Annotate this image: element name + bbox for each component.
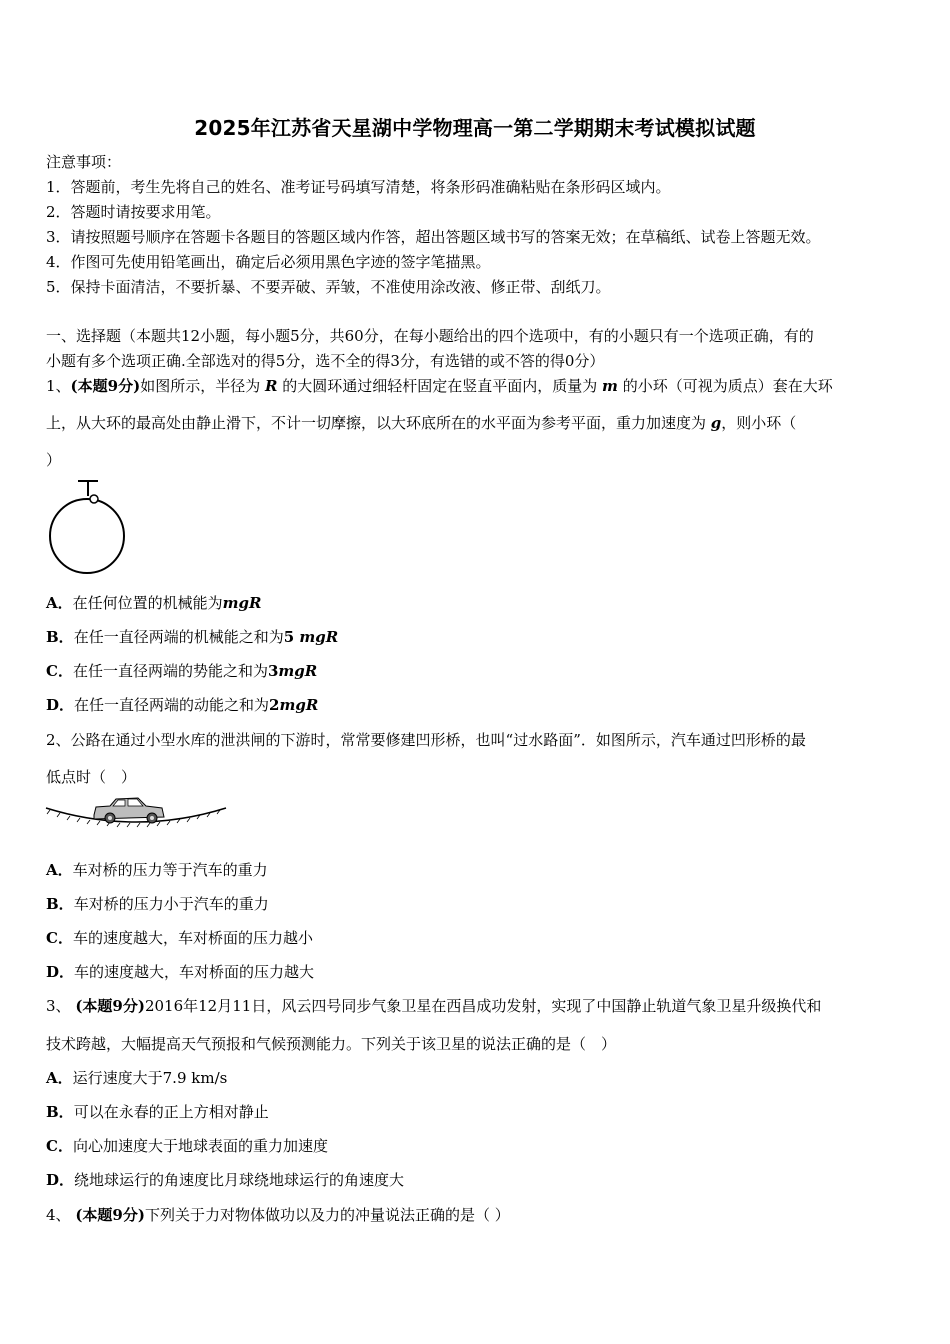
- q2-line2: 低点时（ ）: [46, 768, 137, 786]
- q1-var-R: R: [264, 377, 278, 395]
- section-heading-line1: 一、选择题（本题共12小题，每小题5分，共60分，在每小题给出的四个选项中，有的小题只有一个选项正确，有的: [46, 327, 814, 345]
- q3-score: (本题9分): [75, 997, 145, 1015]
- notice-item-2: 2．答题时请按要求用笔。: [46, 203, 221, 221]
- q3-text-a: 2016年12月11日，风云四号同步气象卫星在西昌成功发射，实现了中国静止轨道气象卫星升级换代和: [144, 997, 822, 1015]
- q2-option-d: D．车的速度越大，车对桥面的压力越大: [46, 963, 315, 981]
- q2-option-b: B．车对桥的压力小于汽车的重力: [46, 895, 269, 913]
- small-ring: [90, 495, 98, 503]
- notice-item-1: 1．答题前，考生先将自己的姓名、准考证号码填写清楚，将条形码准确粘贴在条形码区域内。: [46, 178, 671, 196]
- notice-item-4: 4．作图可先使用铅笔画出，确定后必须用黑色字迹的签字笔描黑。: [46, 253, 491, 271]
- ring-figure: [44, 478, 130, 574]
- q3-option-c: C．向心加速度大于地球表面的重力加速度: [46, 1137, 328, 1155]
- q2-option-a: A．车对桥的压力等于汽车的重力: [46, 861, 268, 879]
- q3-option-d: D．绕地球运行的角速度比月球绕地球运行的角速度大: [46, 1171, 405, 1189]
- q1-score: (本题9分): [70, 377, 141, 395]
- q3-line2: 技术跨越，大幅提高天气预报和气候预测能力。下列关于该卫星的说法正确的是（ ）: [46, 1035, 617, 1053]
- q1-var-m: m: [602, 377, 618, 395]
- section-heading-line2: 小题有多个选项正确.全部选对的得5分，选不全的得3分，有选错的或不答的得0分）: [46, 352, 605, 370]
- notice-item-5: 5．保持卡面清洁，不要折暴、不要弄破、弄皱，不准使用涂改液、修正带、刮纸刀。: [46, 278, 611, 296]
- q4-number: 4、: [46, 1206, 71, 1224]
- q3-option-a: A．运行速度大于7.9 km/s: [46, 1069, 228, 1087]
- concave-bridge-figure: [44, 792, 228, 832]
- q1-line3: ）: [46, 451, 62, 469]
- q3-option-b: B．可以在永春的正上方相对静止: [46, 1103, 269, 1121]
- q1-number: 1、: [46, 377, 71, 395]
- q4-text: 下列关于力对物体做功以及力的冲量说法正确的是（ ）: [144, 1206, 510, 1224]
- q1-option-c: C．在任一直径两端的势能之和为3mgR: [46, 662, 318, 680]
- q4-line1: [46, 1205, 908, 1225]
- notice-heading: 注意事项：: [46, 153, 122, 171]
- page-title: 2025年江苏省天星湖中学物理高一第二学期期末考试模拟试题: [194, 116, 756, 140]
- q1-line2: [46, 413, 908, 433]
- q1-text-c: 的小环（可视为质点）套在大环: [622, 377, 833, 395]
- q1-option-b: B．在任一直径两端的机械能之和为5 mgR: [46, 628, 339, 646]
- q1-text-e: ，则小环（: [721, 414, 797, 432]
- q1-line1: [46, 376, 908, 396]
- q1-var-g: g: [710, 414, 722, 432]
- q3-line1: [46, 996, 908, 1016]
- large-ring: [50, 499, 124, 573]
- q2-line1: 2、公路在通过小型水库的泄洪闸的下游时，常常要修建凹形桥，也叫“过水路面”．如图所示，汽车通过凹形桥的最: [46, 731, 806, 749]
- q1-text-d: 上，从大环的最高处由静止滑下，不计一切摩擦，以大环底所在的水平面为参考平面，重力加速度为: [46, 414, 707, 432]
- car-icon: [94, 798, 164, 823]
- q3-number: 3、: [46, 997, 71, 1015]
- q1-text-b: 的大圆环通过细轻杆固定在竖直平面内，质量为: [282, 377, 598, 395]
- q1-option-a: A．在任何位置的机械能为mgR: [46, 594, 262, 612]
- notice-item-3: 3．请按照题号顺序在答题卡各题目的答题区域内作答，超出答题区域书写的答案无效；在草稿纸、试卷上答题无效。: [46, 228, 821, 246]
- q4-score: (本题9分): [75, 1206, 145, 1224]
- q1-option-d: D．在任一直径两端的动能之和为2mgR: [46, 696, 319, 714]
- q1-text-a: 如图所示，半径为: [140, 377, 261, 395]
- q2-option-c: C．车的速度越大，车对桥面的压力越小: [46, 929, 313, 947]
